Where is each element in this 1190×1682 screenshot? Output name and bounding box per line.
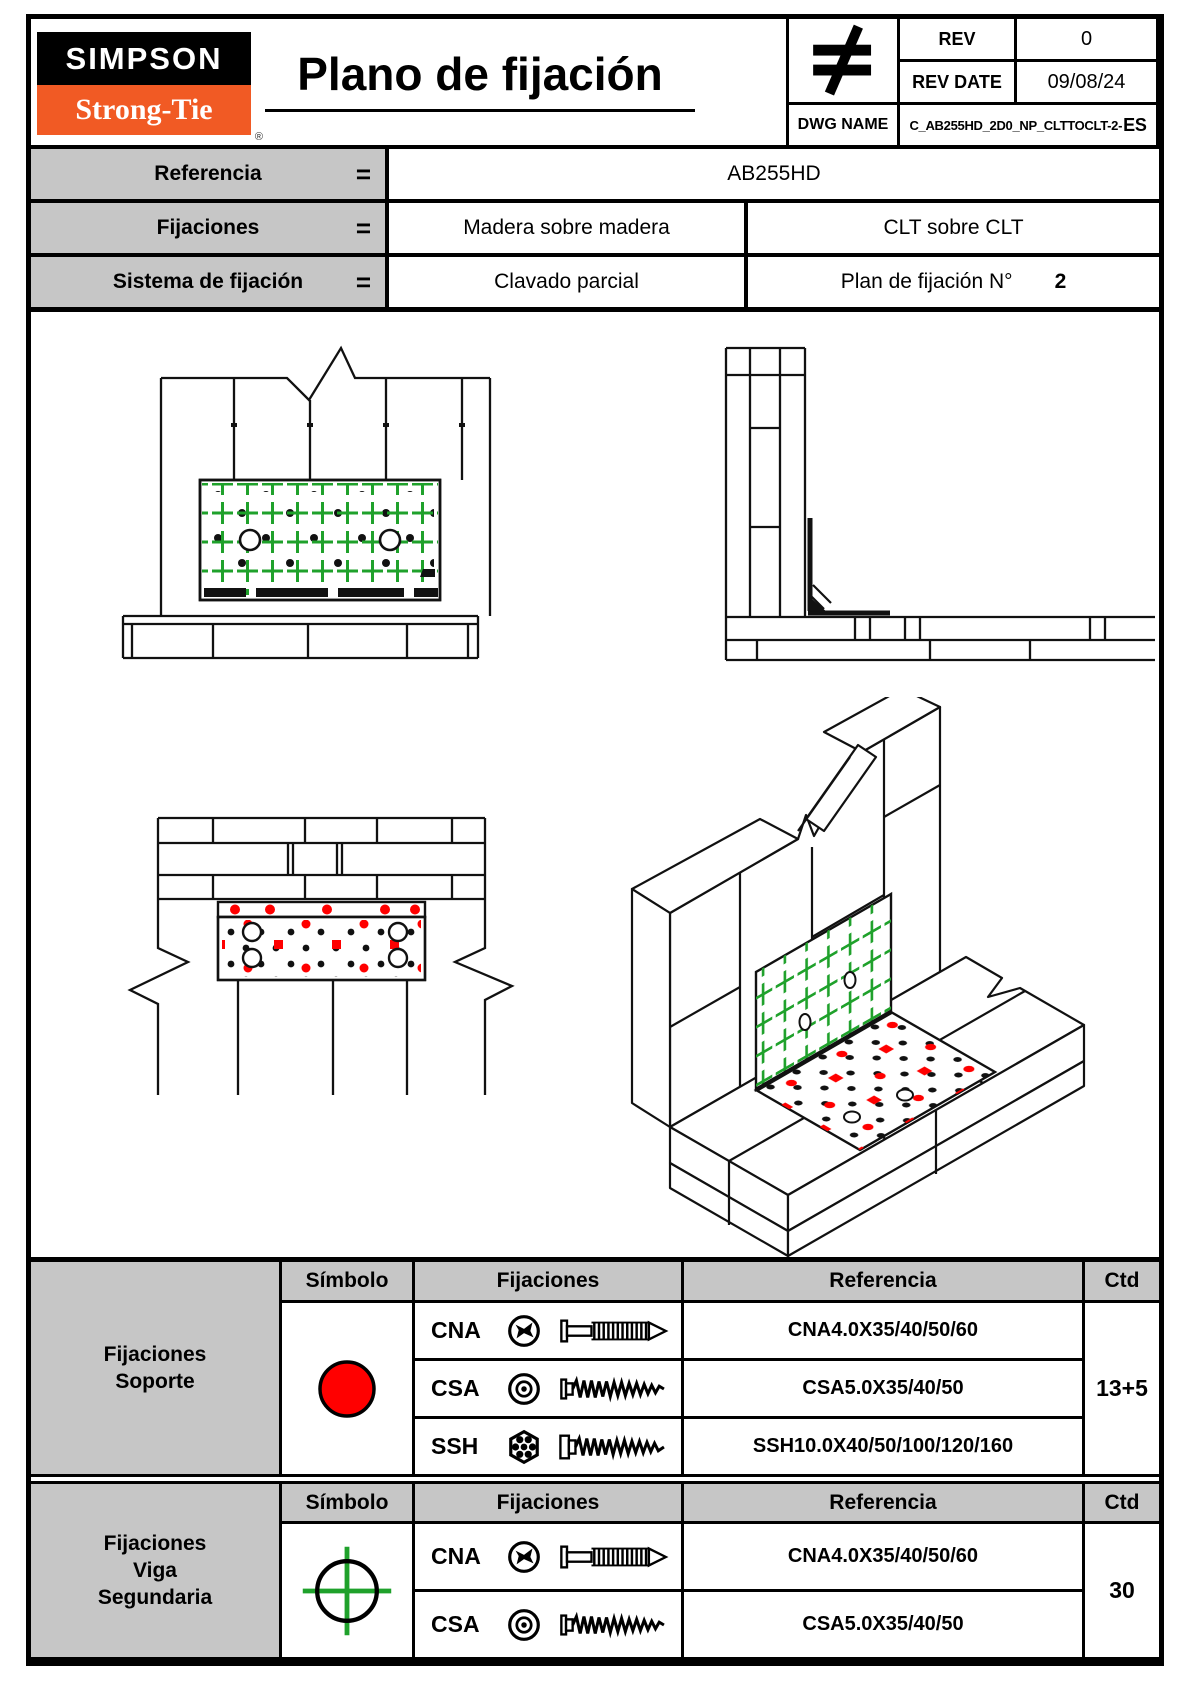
- title-block: [786, 19, 1159, 145]
- sheet-frame: [26, 14, 1164, 1666]
- reference-cell: CNA4.0X35/40/50/60: [684, 1524, 1082, 1589]
- reference-column-header: Referencia: [684, 1262, 1082, 1300]
- fastener-code: CSA: [431, 1611, 480, 1637]
- fixings-column-header: Fijaciones: [415, 1262, 681, 1300]
- front-elevation-view: [110, 325, 500, 705]
- plan-number-cell: Plan de fijación N° 2: [748, 257, 1159, 307]
- reference-column-header: Referencia: [684, 1484, 1082, 1521]
- csa-head-icon: [506, 1607, 542, 1643]
- support-qty-cell: 13+5: [1085, 1303, 1159, 1474]
- registered-mark: ®: [254, 131, 263, 143]
- reference-cell: SSH10.0X40/50/100/120/160: [684, 1419, 1082, 1474]
- fixings-column-header: Fijaciones: [415, 1484, 681, 1521]
- table-divider: [31, 1474, 1159, 1484]
- dwg-name-label: DWG NAME: [789, 105, 897, 145]
- angle-bracket-section: [808, 518, 890, 613]
- fastener-code: CNA: [431, 1317, 481, 1343]
- page-title: Plano de fijación: [265, 47, 695, 112]
- logo-simpson-text: SIMPSON: [37, 32, 251, 85]
- ssh-head-icon: [506, 1429, 542, 1465]
- referencia-value-cell: AB255HD: [389, 149, 1159, 199]
- not-equal-icon: [789, 19, 897, 102]
- symbol-column-header: Símbolo: [282, 1262, 412, 1300]
- fixing-cell-cna: [415, 1524, 681, 1589]
- sistema-label-cell: Sistema de fijación =: [31, 257, 385, 307]
- ring-nail-icon: [555, 1541, 675, 1573]
- fijaciones-value1-cell: Madera sobre madera: [389, 203, 744, 253]
- rev-value: 0: [1017, 19, 1156, 59]
- fastener-code: CNA: [431, 1543, 481, 1569]
- screw-icon: [555, 1373, 675, 1405]
- sistema-value1-cell: Clavado parcial: [389, 257, 744, 307]
- secondary-symbol-cell: [282, 1524, 412, 1657]
- drawing-area: [31, 312, 1159, 1257]
- rev-date-label: REV DATE: [900, 62, 1014, 102]
- secondary-group-label: Fijaciones Viga Segundaria: [31, 1484, 279, 1657]
- fixing-cell-csa: [415, 1592, 681, 1657]
- support-symbol-cell: [282, 1303, 412, 1474]
- side-section-view: [700, 345, 1155, 690]
- title-bar: [31, 19, 1159, 149]
- reference-cell: CNA4.0X35/40/50/60: [684, 1303, 1082, 1358]
- support-fixings-table: [31, 1257, 1159, 1474]
- fastener-code: CSA: [431, 1375, 480, 1401]
- fixing-cell-ssh: [415, 1419, 681, 1474]
- screw-icon: [555, 1609, 675, 1641]
- fijaciones-value2-cell: CLT sobre CLT: [748, 203, 1159, 253]
- reference-info-table: [31, 149, 1159, 312]
- angle-bracket-underside: [218, 902, 425, 980]
- logo-strongtie-text: Strong-Tie: [37, 85, 251, 135]
- support-group-label: Fijaciones Soporte: [31, 1262, 279, 1474]
- isometric-view: [600, 697, 1156, 1257]
- angle-bracket-front-face: [200, 480, 440, 600]
- dwg-name-value: C_AB255HD_2D0_NP_CLTTOCLT-2- ES: [900, 105, 1156, 145]
- referencia-label-cell: Referencia =: [31, 149, 385, 199]
- cna-head-icon: [506, 1313, 542, 1349]
- red-dot-symbol-icon: [315, 1357, 379, 1421]
- rev-label: REV: [900, 19, 1014, 59]
- fijaciones-label-cell: Fijaciones =: [31, 203, 385, 253]
- fixing-cell-csa: [415, 1361, 681, 1416]
- qty-column-header: Ctd: [1085, 1262, 1159, 1300]
- secondary-qty-cell: 30: [1085, 1524, 1159, 1657]
- qty-column-header: Ctd: [1085, 1484, 1159, 1521]
- hex-screw-icon: [555, 1431, 675, 1463]
- reference-cell: CSA5.0X35/40/50: [684, 1592, 1082, 1657]
- underside-plan-view: [118, 780, 518, 1110]
- csa-head-icon: [506, 1371, 542, 1407]
- reference-cell: CSA5.0X35/40/50: [684, 1361, 1082, 1416]
- secondary-beam-fixings-table: [31, 1484, 1159, 1661]
- simpson-strongtie-logo: [37, 32, 263, 143]
- ring-nail-icon: [555, 1315, 675, 1347]
- plan-number: 2: [1054, 270, 1067, 293]
- symbol-column-header: Símbolo: [282, 1484, 412, 1521]
- rev-date-value: 09/08/24: [1017, 62, 1156, 102]
- fixing-cell-cna: [415, 1303, 681, 1358]
- fastener-code: SSH: [431, 1433, 479, 1459]
- green-crosshair-symbol-icon: [297, 1541, 397, 1641]
- cna-head-icon: [506, 1539, 542, 1575]
